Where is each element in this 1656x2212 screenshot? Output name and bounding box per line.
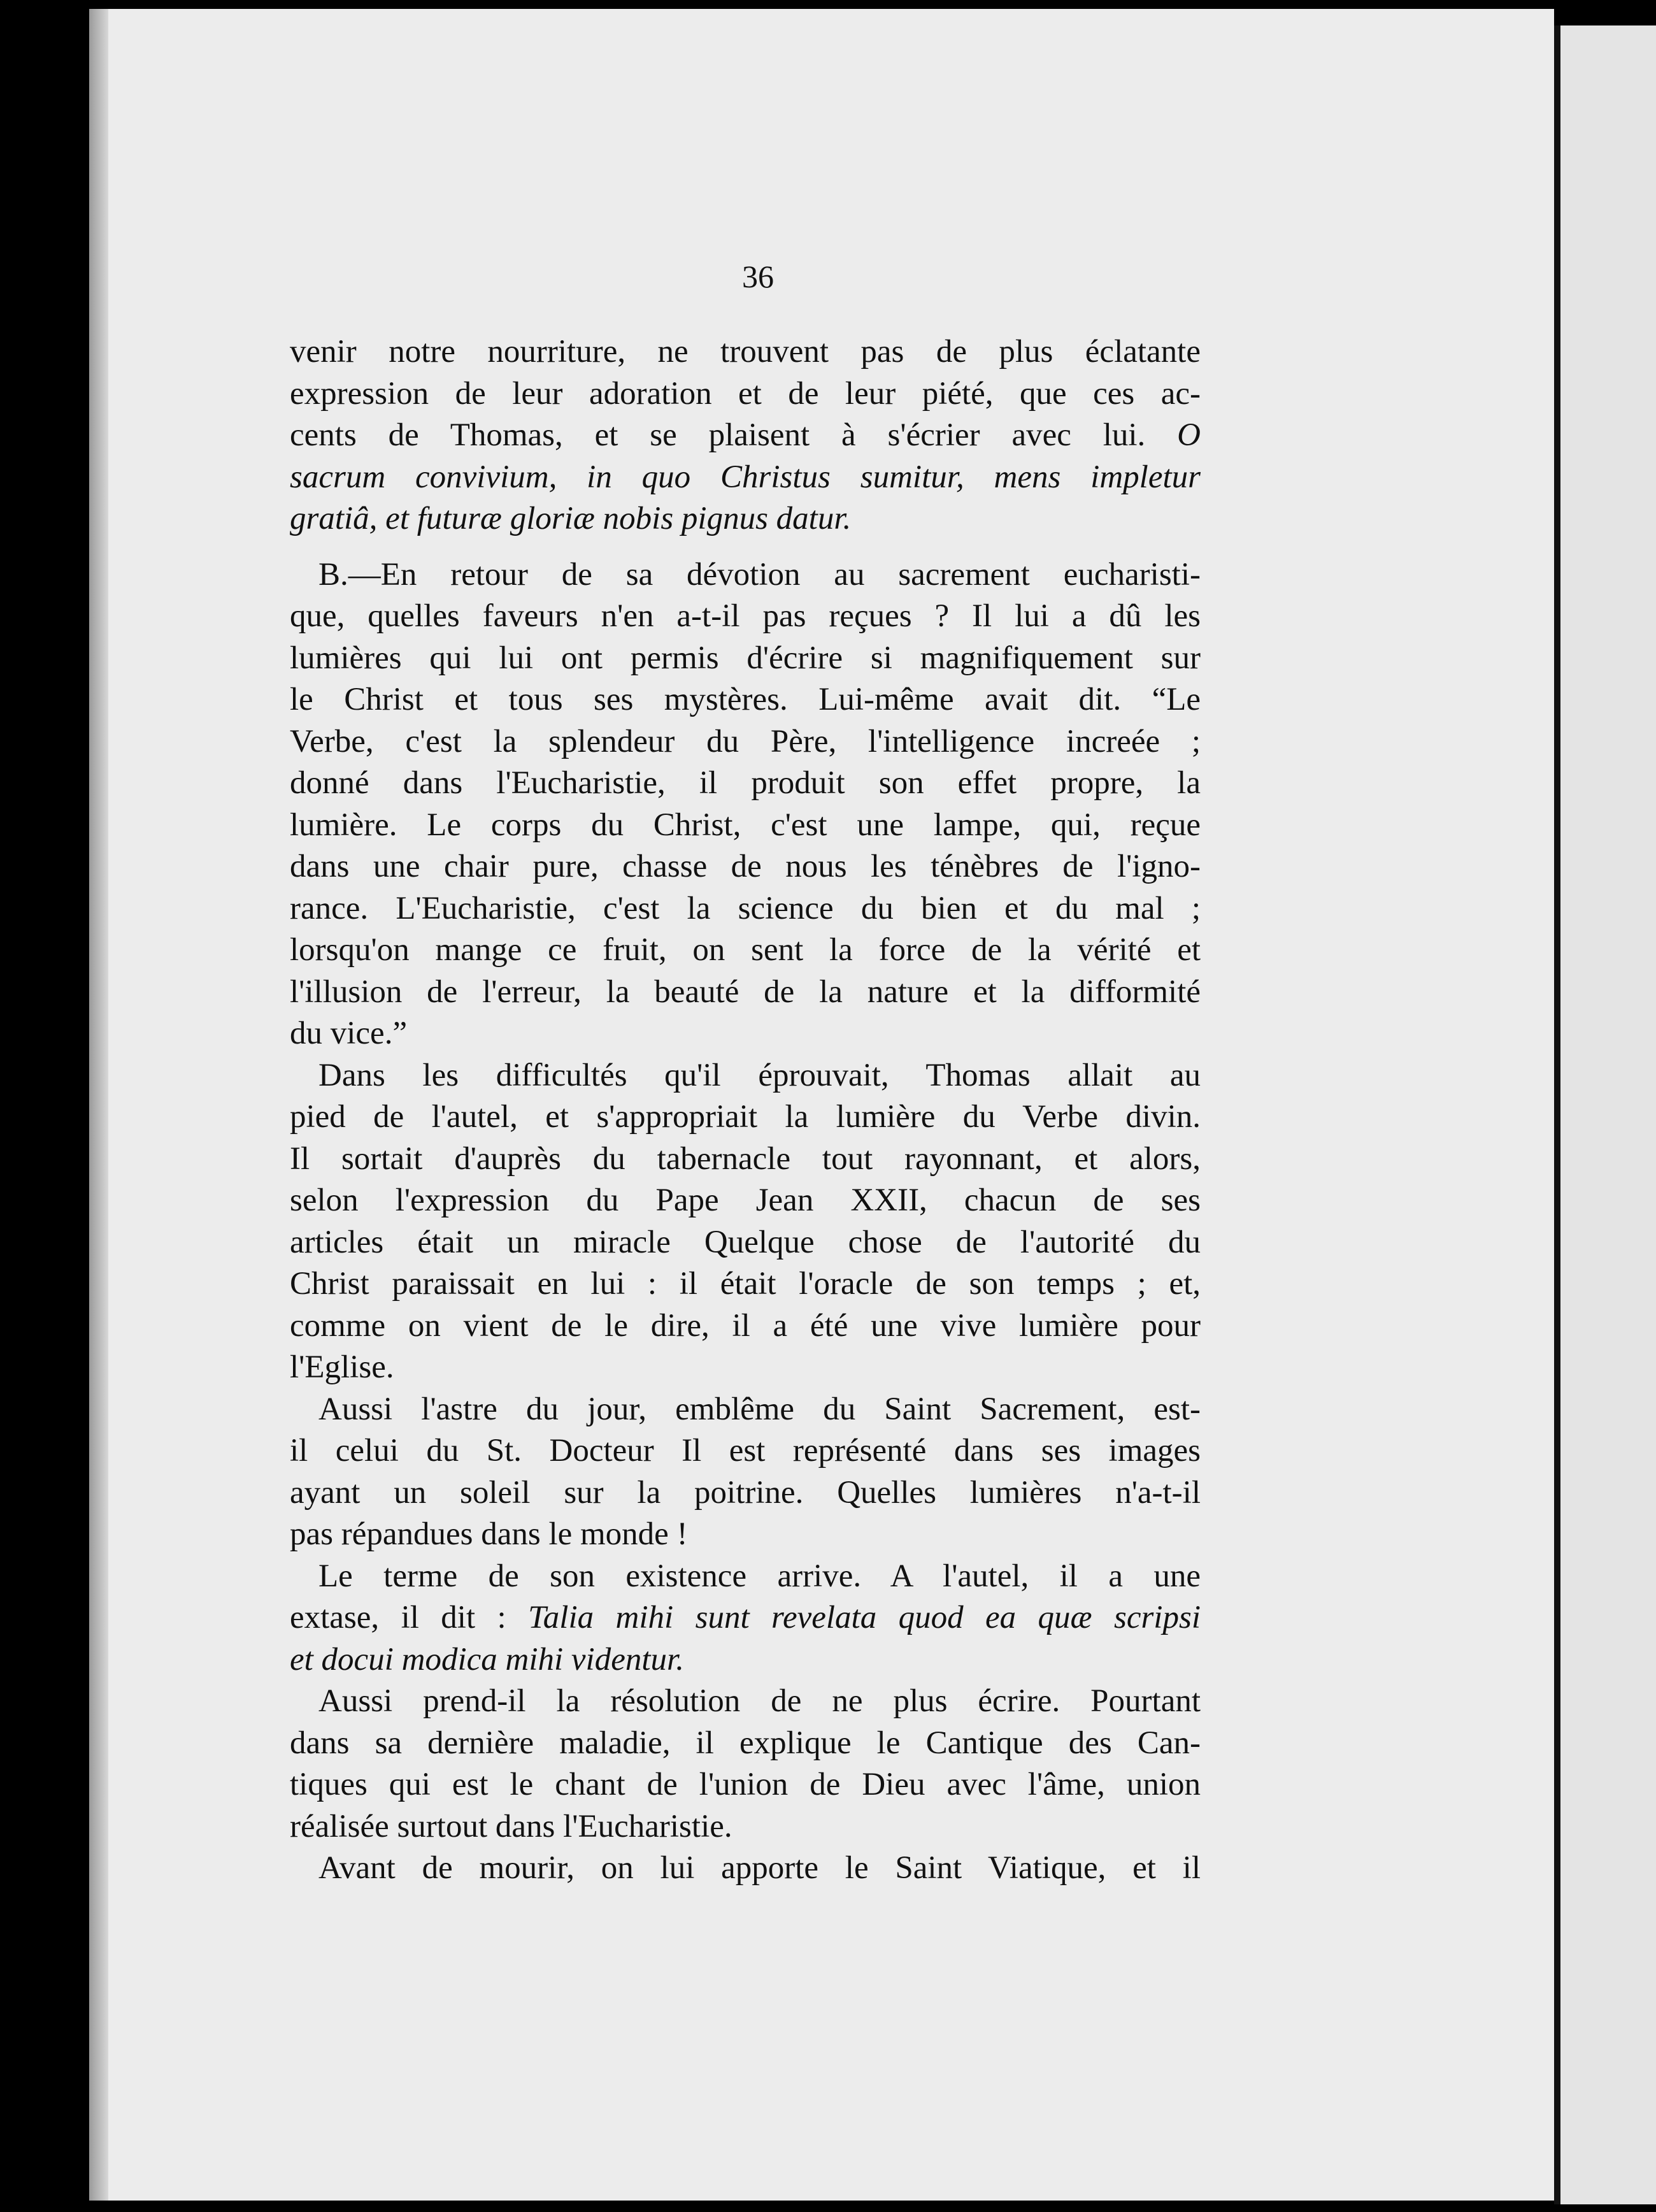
text-line: Aussi l'astre du jour, emblême du Saint Sacrement, est-	[318, 1391, 1201, 1427]
text-line: pied de l'autel, et s'appropriait la lumière du Verbe divin.	[290, 1099, 1201, 1135]
paragraph-3	[290, 1055, 1201, 1389]
latin-quote: gratiâ, et futuræ gloriæ nobis pignus datur.	[290, 501, 852, 536]
text-line: lumière. Le corps du Christ, c'est une lampe, qui, reçue	[290, 807, 1201, 843]
text-line	[290, 1597, 1201, 1639]
text-line: Le terme de son existence arrive. A l'autel, il a une	[318, 1558, 1201, 1594]
text-line: selon l'expression du Pape Jean XXII, chacun de ses	[290, 1182, 1201, 1218]
text-line-segment: cents de Thomas, et se plaisent à s'écrier avec lui.	[290, 417, 1146, 453]
text-line: lumières qui lui ont permis d'écrire si magnifiquement sur	[290, 640, 1201, 676]
text-line	[290, 415, 1201, 457]
paragraph-6	[290, 1681, 1201, 1848]
text-line: dans une chair pure, chasse de nous les ténèbres de l'igno-	[290, 849, 1201, 884]
body-text	[290, 331, 1201, 1890]
text-line: B.—En retour de sa dévotion au sacrement eucharisti-	[318, 556, 1201, 592]
text-line: Avant de mourir, on lui apporte le Saint Viatique, et il	[318, 1850, 1201, 1886]
text-line: ayant un soleil sur la poitrine. Quelles lumières n'a-t-il	[290, 1474, 1201, 1511]
text-line: articles était un miracle Quelque chose de l'autorité du	[290, 1224, 1201, 1260]
text-line: Aussi prend-il la résolution de ne plus écrire. Pourtant	[318, 1683, 1201, 1719]
text-line: que, quelles faveurs n'en a-t-il pas reçues ? Il lui a dû les	[290, 598, 1201, 634]
text-line: Verbe, c'est la splendeur du Père, l'intelligence increée ;	[290, 723, 1201, 759]
page-gutter	[1554, 25, 1560, 2204]
text-line: le Christ et tous ses mystères. Lui-même avait dit. “Le	[290, 682, 1201, 717]
text-line: Il sortait d'auprès du tabernacle tout rayonnant, et alors,	[290, 1140, 1201, 1177]
text-line: donné dans l'Eucharistie, il produit son effet propre, la	[290, 765, 1201, 801]
text-line: l'Eglise.	[290, 1349, 394, 1385]
text-line: pas répandues dans le monde !	[290, 1516, 688, 1552]
text-line: venir notre nourriture, ne trouvent pas de plus éclatante	[290, 334, 1201, 370]
latin-quote: Talia mihi sunt revelata quod ea quæ scripsi	[528, 1600, 1201, 1635]
paragraph-2	[290, 554, 1201, 1055]
text-line: lorsqu'on mange ce fruit, on sent la force de la vérité et	[290, 932, 1201, 968]
paragraph-7	[290, 1848, 1201, 1890]
latin-quote: et docui modica mihi videntur.	[290, 1641, 684, 1677]
latin-quote: O	[1177, 417, 1201, 453]
page-binding-edge	[89, 9, 108, 2201]
text-line: l'illusion de l'erreur, la beauté de la nature et la difformité	[290, 973, 1201, 1010]
paragraph-1	[290, 331, 1201, 540]
text-line-segment: extase, il dit :	[290, 1600, 506, 1635]
page-number: 36	[742, 259, 774, 294]
text-line: expression de leur adoration et de leur piété, que ces ac-	[290, 375, 1201, 412]
text-line: Dans les difficultés qu'il éprouvait, Thomas allait au	[318, 1057, 1201, 1093]
paragraph-4	[290, 1389, 1201, 1556]
text-line: Christ paraissait en lui : il était l'oracle de son temps ; et,	[290, 1266, 1201, 1302]
text-line: il celui du St. Docteur Il est représenté dans ses images	[290, 1433, 1201, 1469]
text-line: dans sa dernière maladie, il explique le Cantique des Can-	[290, 1725, 1201, 1761]
latin-quote: sacrum convivium, in quo Christus sumitur, mens impletur	[290, 459, 1201, 495]
text-line: réalisée surtout dans l'Eucharistie.	[290, 1808, 732, 1844]
text-line: comme on vient de le dire, il a été une vive lumière pour	[290, 1307, 1201, 1344]
adjacent-page-edge	[1560, 25, 1656, 2204]
text-line: rance. L'Eucharistie, c'est la science du bien et du mal ;	[290, 890, 1201, 926]
paragraph-5	[290, 1556, 1201, 1681]
text-line: du vice.”	[290, 1016, 408, 1051]
text-line: tiques qui est le chant de l'union de Dieu avec l'âme, union	[290, 1767, 1201, 1802]
